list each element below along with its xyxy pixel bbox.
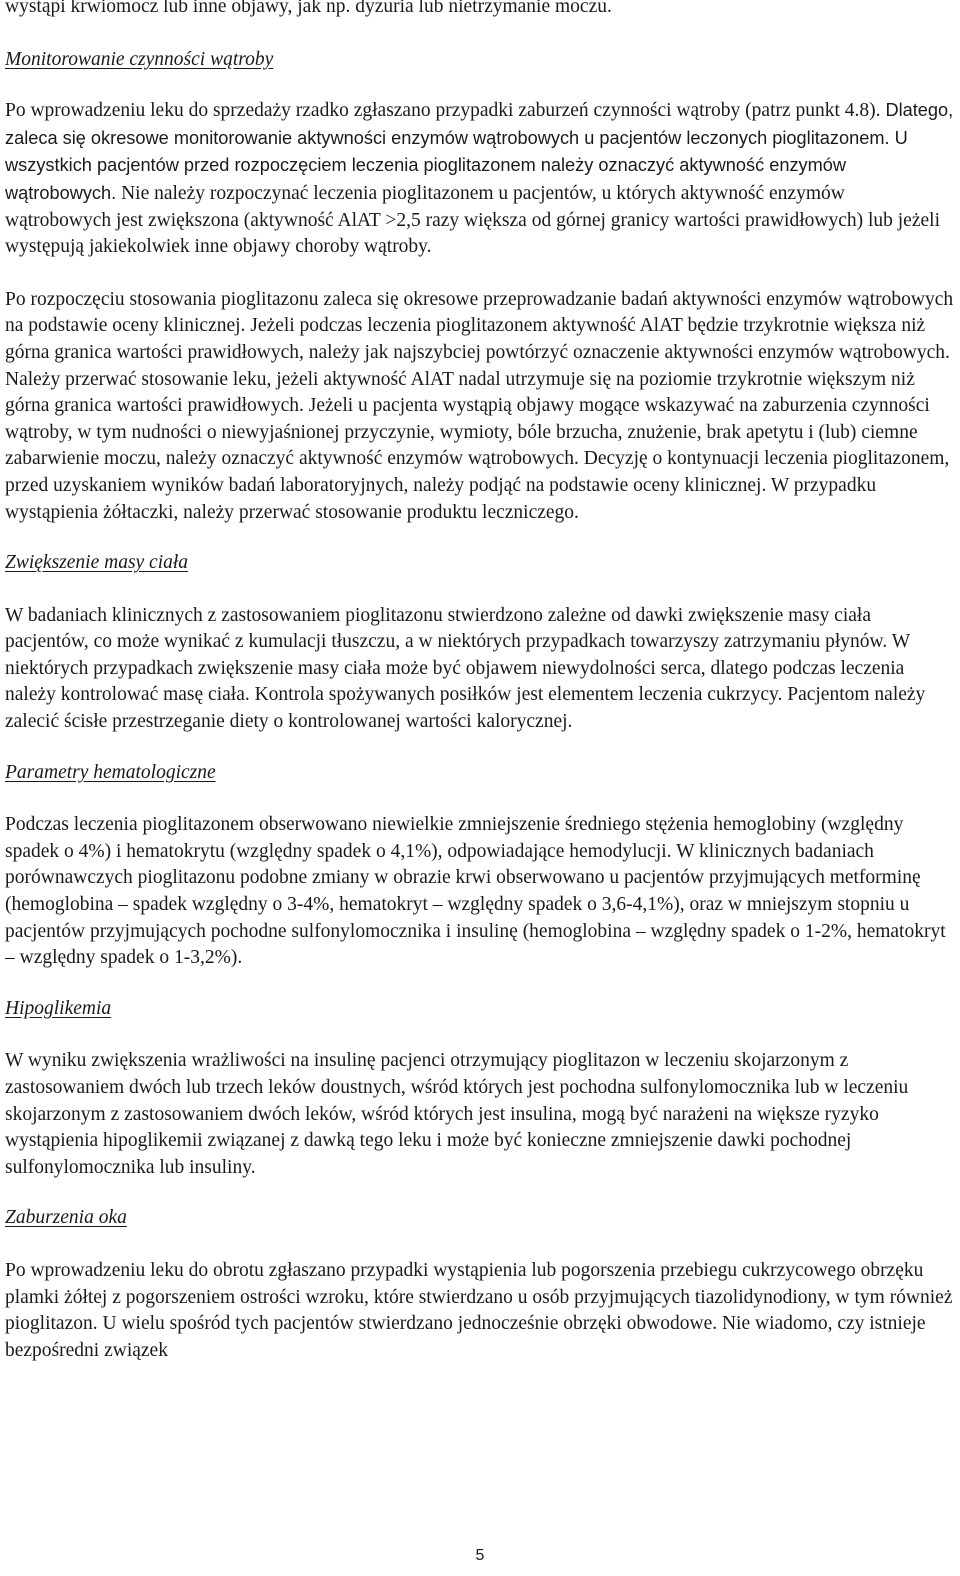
continued-paragraph: wystąpi krwiomocz lub inne objawy, jak np. dyzuria lub nietrzymanie moczu. bbox=[5, 0, 612, 17]
section-heading-weight: Zwiększenie masy ciała bbox=[5, 552, 189, 574]
section-heading-eye: Zaburzenia oka bbox=[5, 1207, 127, 1229]
paragraph-liver-monitoring bbox=[5, 97, 955, 261]
section-heading-hematology: Parametry hematologiczne bbox=[5, 761, 216, 783]
paragraph-hematology: Podczas leczenia pioglitazonem obserwowano niewielkie zmniejszenie średniego stężenia hemoglobiny (względny spadek o 4%) i hematokrytu (względny spadek o 4,1%), odpowiadające hemodylucji. W klinicznych badaniach porównawczych pioglitazonu podobne zmiany w obrazie krwi obserwowano u pacjentów przyjmujących metforminę (hemoglobina – spadek względny o 3-4%, hematokryt – względny spadek o 3,6-4,1%), oraz w mniejszym stopniu u pacjentów przyjmujących pochodne sulfonylomocznika i insulinę (hemoglobina – względny spadek o 1-2%, hematokryt – względny spadek o 1-3,2%). bbox=[5, 814, 946, 969]
paragraph-liver-tail: Nie należy rozpoczynać leczenia pioglitazonem u pacjentów, u których aktywność enzymów wątrobowych jest zwiększona (aktywność AlAT >2,5 razy większa od górnej granicy wartości prawidłowych) lub jeżeli występują jakiekolwiek inne objawy choroby wątroby. bbox=[5, 182, 940, 258]
page-number: 5 bbox=[475, 1547, 485, 1564]
paragraph-hypoglycemia: W wyniku zwiększenia wrażliwości na insulinę pacjenci otrzymujący pioglitazon w leczeniu skojarzonym z zastosowaniem dwóch lub trzech leków doustnych, wśród których jest pochodna sulfonylomocznika lub w leczeniu skojarzonym z zastosowaniem dwóch leków, wśród których jest insulina, mogą być narażeni na większe ryzyko wystąpienia hipoglikemii związanej z dawką tego leku i może być konieczne zmniejszenie dawki pochodnej sulfonylomocznika lub insuliny. bbox=[5, 1050, 909, 1178]
document-page bbox=[5, 0, 955, 1364]
paragraph-eye-disorders: Po wprowadzeniu leku do obrotu zgłaszano przypadki wystąpienia lub pogorszenia przebiegu cukrzycowego obrzęku plamki żółtej z pogorszeniem ostrości wzroku, które stwierdzano u osób przyjmujących tiazolidynodiony, w tym również pioglitazon. U wielu spośród tych pacjentów stwierdzano jednocześnie obrzęki obwodowe. Nie wiadomo, czy istnieje bezpośredni związek bbox=[5, 1259, 953, 1361]
paragraph-liver-followup: Po rozpoczęciu stosowania pioglitazonu zaleca się okresowe przeprowadzanie badań aktywności enzymów wątrobowych na podstawie oceny klinicznej. Jeżeli podczas leczenia pioglitazonem aktywność AlAT będzie trzykrotnie większa niż górna granica wartości prawidłowych, należy jak najszybciej powtórzyć oznaczenie aktywności enzymów wątrobowych. Należy przerwać stosowanie leku, jeżeli aktywność AlAT nadal utrzymuje się na poziomie trzykrotnie większym niż górna granica wartości prawidłowych. Jeżeli u pacjenta wystąpią objawy mogące wskazywać na zaburzenia czynności wątroby, w tym nudności o niewyjaśnionej przyczynie, wymioty, bóle brzucha, znużenie, brak apetytu i (lub) ciemne zabarwienie moczu, należy oznaczyć aktywność enzymów wątrobowych. Decyzję o kontynuacji leczenia pioglitazonem, przed uzyskaniem wyników badań laboratoryjnych, należy podjąć na podstawie oceny klinicznej. W przypadku wystąpienia żółtaczki, należy przerwać stosowanie produktu leczniczego. bbox=[5, 288, 954, 523]
paragraph-liver-lead: Po wprowadzeniu leku do sprzedaży rzadko zgłaszano przypadki zaburzeń czynności wątroby (patrz punkt 4.8). bbox=[5, 100, 886, 122]
section-heading-liver: Monitorowanie czynności wątroby bbox=[5, 48, 274, 70]
paragraph-liver-sans-text: Dlatego, zaleca się okresowe monitorowanie aktywności enzymów wątrobowych u pacjentów leczonych pioglitazonem. U wszystkich pacjentów przed rozpoczęciem leczenia pioglitazonem należy oznaczyć aktywność enzymów wątrobowych. bbox=[5, 100, 954, 203]
paragraph-weight-gain: W badaniach klinicznych z zastosowaniem pioglitazonu stwierdzono zależne od dawki zwiększenie masy ciała pacjentów, co może wynikać z kumulacji tłuszczu, a w niektórych przypadkach towarzyszy zatrzymaniu płynów. W niektórych przypadkach zwiększenie masy ciała może być objawem niewydolności serca, dlatego podczas leczenia należy kontrolować masę ciała. Kontrola spożywanych posiłków jest elementem leczenia cukrzycy. Pacjentom należy zalecić ścisłe przestrzeganie diety o kontrolowanej wartości kalorycznej. bbox=[5, 604, 926, 733]
section-heading-hypoglycemia: Hipoglikemia bbox=[5, 997, 112, 1019]
